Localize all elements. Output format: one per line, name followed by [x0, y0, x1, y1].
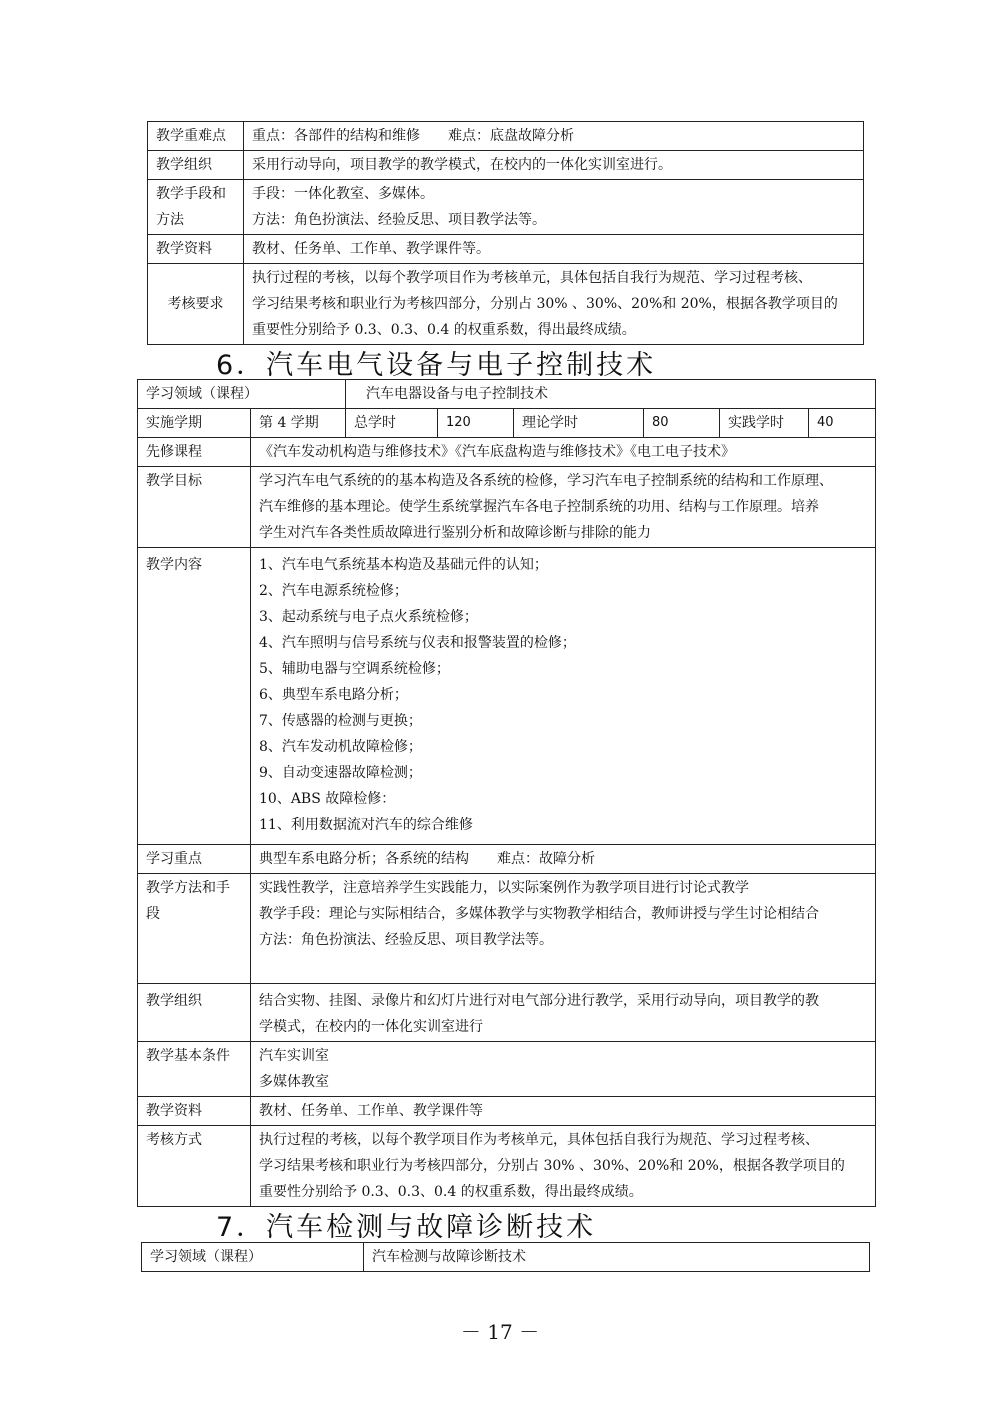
course-table-6 [137, 379, 876, 1207]
row-value: 重点：各部件的结构和维修 难点：底盘故障分析 [244, 122, 864, 151]
assess-value: 执行过程的考核，以每个教学项目作为考核单元，具体包括自我行为规范、学习过程考核、 学习结果考核和职业行为考核四部分，分别占 30% 、30%、20%和 20%，根据各教学项目的 重要性分别给予 0.3、0.3、0.4 的权重系数，得出最终成绩。 [251, 1126, 876, 1207]
method-value: 实践性教学，注意培养学生实践能力，以实际案例作为教学项目进行讨论式教学 教学手段：理论与实际相结合，多媒体教学与实物教学相结合，教师讲授与学生讨论相结合 方法：角色扮演法、经验反思、项目教学法等。 [251, 874, 876, 984]
theory-hours-value: 80 [644, 409, 720, 438]
material-value: 教材、任务单、工作单、教学课件等 [251, 1097, 876, 1126]
row-value: 教材、任务单、工作单、教学课件等。 [244, 235, 864, 264]
cond-label: 教学基本条件 [138, 1042, 251, 1097]
list-item: 2、汽车电源系统检修； [259, 583, 408, 599]
list-item: 5、辅助电器与空调系统检修； [259, 661, 450, 677]
content-value [251, 548, 876, 845]
practice-hours-label: 实践学时 [720, 409, 809, 438]
section-heading-7: 7．汽车检测与故障诊断技术 [216, 1212, 597, 1243]
assess-label: 考核方式 [138, 1126, 251, 1207]
cond-value: 汽车实训室 多媒体教室 [251, 1042, 876, 1097]
total-hours-value: 120 [438, 409, 514, 438]
key-label: 学习重点 [138, 845, 251, 874]
goal-label: 教学目标 [138, 467, 251, 548]
table-row [142, 1243, 870, 1272]
semester-label: 实施学期 [138, 409, 251, 438]
table-row [138, 380, 876, 409]
section-heading-6: 6．汽车电气设备与电子控制技术 [216, 350, 657, 381]
list-item: 3、起动系统与电子点火系统检修； [259, 609, 478, 625]
row-value: 手段：一体化教室、多媒体。 方法：角色扮演法、经验反思、项目教学法等。 [244, 180, 864, 235]
table-row [138, 438, 876, 467]
org-label: 教学组织 [138, 984, 251, 1042]
table-row [148, 180, 864, 235]
row-label: 教学资料 [148, 235, 244, 264]
goal-value: 学习汽车电气系统的的基本构造及各系统的检修，学习汽车电子控制系统的结构和工作原理、 汽车维修的基本理论。使学生系统掌握汽车各电子控制系统的功用、结构与工作原理。培养 学生对汽车各类性质故障进行鉴别分析和故障诊断与排除的能力 [251, 467, 876, 548]
table-row [138, 1126, 876, 1207]
key-value: 典型车系电路分析；各系统的结构 难点：故障分析 [251, 845, 876, 874]
prereq-value: 《汽车发动机构造与维修技术》《汽车底盘构造与维修技术》《电工电子技术》 [251, 438, 876, 467]
theory-hours-label: 理论学时 [514, 409, 644, 438]
content-label: 教学内容 [138, 548, 251, 845]
org-value: 结合实物、挂图、录像片和幻灯片进行对电气部分进行教学，采用行动导向，项目教学的教 学模式，在校内的一体化实训室进行 [251, 984, 876, 1042]
table-row [138, 874, 876, 984]
table-row [138, 1097, 876, 1126]
table-row [138, 845, 876, 874]
prereq-label: 先修课程 [138, 438, 251, 467]
course-table-7 [141, 1242, 870, 1272]
table-row [148, 235, 864, 264]
table-row [148, 151, 864, 180]
practice-hours-value: 40 [809, 409, 876, 438]
list-item: 10、ABS 故障检修： [259, 791, 396, 807]
list-item: 9、自动变速器故障检测； [259, 765, 422, 781]
material-label: 教学资料 [138, 1097, 251, 1126]
list-item: 7、传感器的检测与更换； [259, 713, 422, 729]
row-label: 教学手段和 方法 [148, 180, 244, 235]
list-item: 4、汽车照明与信号系统与仪表和报警装置的检修； [259, 635, 576, 651]
table-continued [147, 121, 864, 345]
table-row [138, 984, 876, 1042]
field-value: 汽车检测与故障诊断技术 [364, 1243, 870, 1272]
table-row [138, 548, 876, 845]
semester-value: 第 4 学期 [251, 409, 346, 438]
field-value: 汽车电器设备与电子控制技术 [346, 380, 876, 409]
list-item: 8、汽车发动机故障检修； [259, 739, 422, 755]
total-hours-label: 总学时 [346, 409, 438, 438]
table-row [148, 264, 864, 345]
table-row [138, 467, 876, 548]
row-label: 教学重难点 [148, 122, 244, 151]
page-number: － 17 － [460, 1320, 540, 1344]
list-item: 11、利用数据流对汽车的综合维修 [259, 817, 473, 833]
field-label: 学习领域（课程） [142, 1243, 364, 1272]
method-label: 教学方法和手 段 [138, 874, 251, 984]
list-item: 6、典型车系电路分析； [259, 687, 408, 703]
row-label: 教学组织 [148, 151, 244, 180]
row-label: 考核要求 [148, 264, 244, 345]
table-row [138, 409, 876, 438]
list-item: 1、汽车电气系统基本构造及基础元件的认知； [259, 557, 548, 573]
table-row [148, 122, 864, 151]
table-row [138, 1042, 876, 1097]
field-label: 学习领域（课程） [138, 380, 346, 409]
row-value: 采用行动导向，项目教学的教学模式，在校内的一体化实训室进行。 [244, 151, 864, 180]
row-value: 执行过程的考核，以每个教学项目作为考核单元，具体包括自我行为规范、学习过程考核、 学习结果考核和职业行为考核四部分，分别占 30% 、30%、20%和 20%，根据各教学项目的 重要性分别给予 0.3、0.3、0.4 的权重系数，得出最终成绩。 [244, 264, 864, 345]
